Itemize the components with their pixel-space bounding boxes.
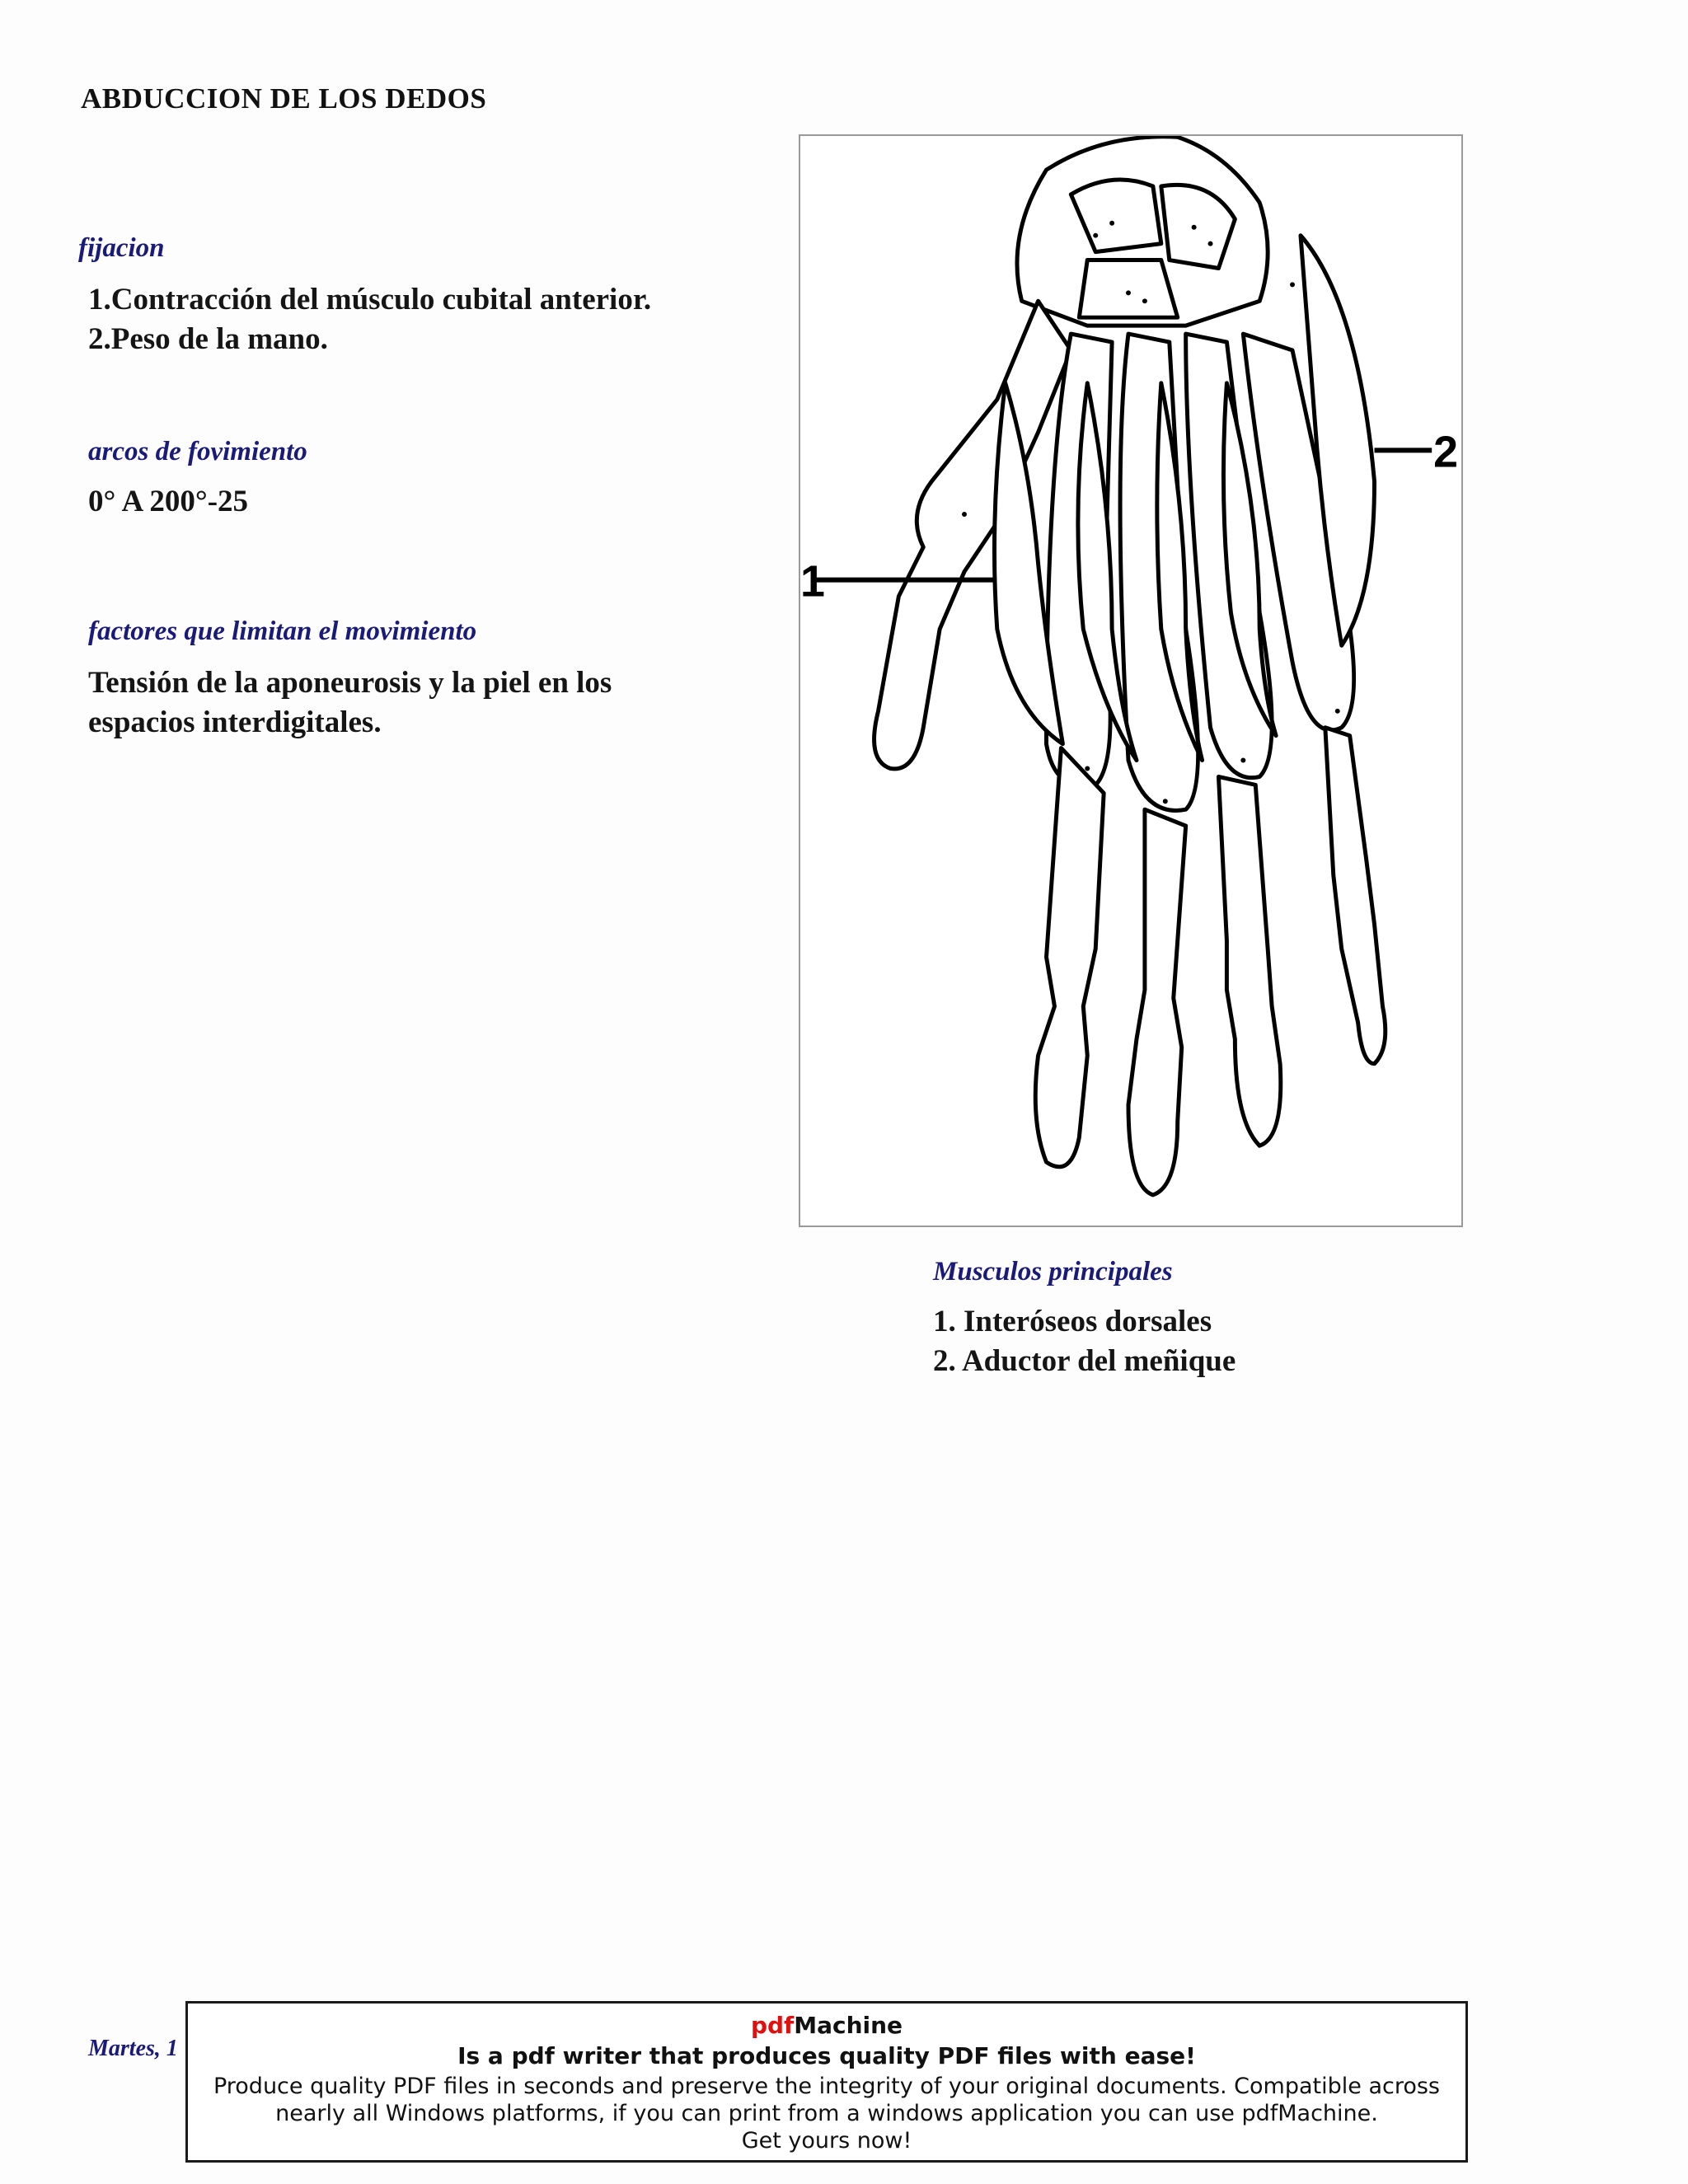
- desc-line-3[interactable]: Get yours now!: [741, 2128, 912, 2154]
- footer-date: Martes, 1: [88, 2036, 178, 2061]
- factores-line-2: espacios interdigitales.: [88, 705, 382, 739]
- fijacion-item-1: 1.Contracción del músculo cubital anterior.: [88, 283, 652, 316]
- fijacion-list: [88, 280, 651, 359]
- hand-illustration: [800, 136, 1461, 1226]
- factores-line-1: Tensión de la aponeurosis y la piel en los: [88, 666, 612, 700]
- pdfmachine-description: [188, 2073, 1465, 2154]
- label-1: 1: [800, 556, 825, 607]
- musculos-item-1: 1. Interóseos dorsales: [933, 1305, 1212, 1338]
- arcos-heading: arcos de fovimiento: [88, 437, 307, 466]
- page-title: ABDUCCION DE LOS DEDOS: [81, 82, 487, 115]
- brand-machine: Machine: [794, 2012, 903, 2039]
- fijacion-heading: fijacion: [78, 233, 165, 263]
- pdfmachine-tagline: Is a pdf writer that produces quality PDF files with ease!: [457, 2042, 1196, 2069]
- musculos-heading: Musculos principales: [933, 1257, 1173, 1286]
- fijacion-item-2: 2.Peso de la mano.: [88, 322, 328, 356]
- brand-pdf: pdf: [750, 2012, 795, 2039]
- desc-line-1: Produce quality PDF files in seconds and preserve the integrity of your original documents. Compatible across: [213, 2074, 1441, 2099]
- label-2: 2: [1433, 427, 1459, 477]
- pdfmachine-banner: [185, 2001, 1468, 2163]
- hand-anatomy-figure: [799, 134, 1463, 1227]
- musculos-item-2: 2. Aductor del meñique: [933, 1344, 1236, 1378]
- factores-heading: factores que limitan el movimiento: [88, 616, 477, 646]
- index-finger-bones: [1035, 748, 1104, 1167]
- pdfmachine-brand: [188, 2012, 1465, 2039]
- desc-line-2: nearly all Windows platforms, if you can print from a windows application you can use pdfMachine.: [275, 2101, 1378, 2126]
- arcos-value: 0° A 200°-25: [88, 485, 249, 518]
- factores-text: [88, 663, 612, 743]
- musculos-list: [933, 1302, 1236, 1381]
